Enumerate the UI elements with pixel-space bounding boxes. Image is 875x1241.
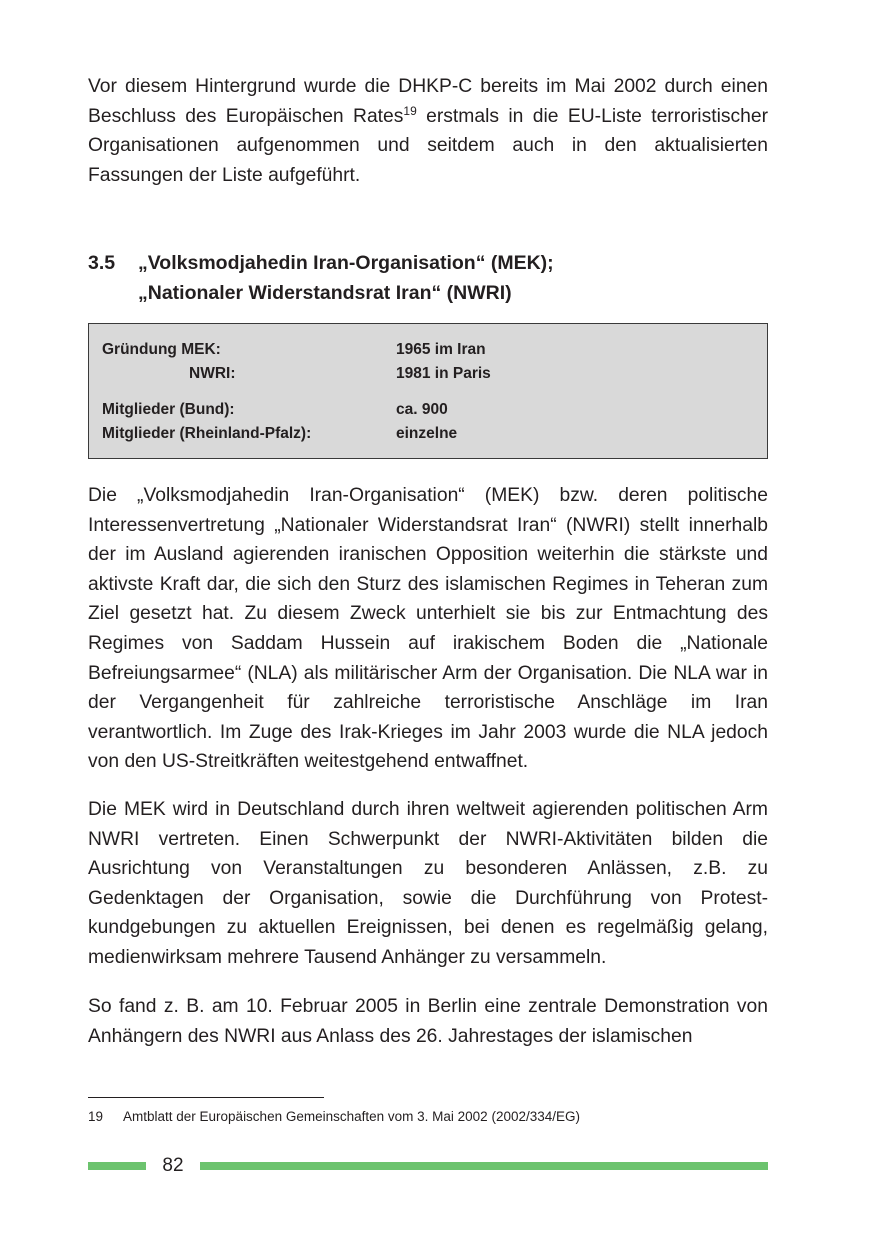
founding-label: Gründung MEK: — [102, 341, 221, 358]
footer-bar-left — [88, 1162, 146, 1170]
nwri-label: NWRI: — [189, 365, 236, 382]
footnote-number: 19 — [88, 1109, 104, 1124]
founding-mek-value: 1965 im Iran — [396, 341, 486, 358]
fact-box — [88, 323, 768, 459]
members-state-label: Mitglieder (Rheinland-Pfalz): — [102, 425, 312, 442]
page-number: 82 — [162, 1155, 184, 1176]
intro-text-a: Vor diesem Hintergrund wurde die DHKP-C bereits im Mai 2002 durch einen Beschluss des Europäischen Rates — [88, 76, 768, 127]
founding-nwri-value: 1981 in Paris — [396, 365, 491, 382]
footnote-divider — [88, 1097, 324, 1098]
footnote-reference[interactable]: 19 — [403, 103, 417, 118]
members-federal-label: Mitglieder (Bund): — [102, 401, 235, 418]
section-title-line-1: „Volksmodjahedin Iran-Organisation“ (MEK); — [138, 252, 554, 274]
intro-text-b: erstmals in die EU-Liste terroristischer Organisationen aufgenommen und seitdem auch in den aktualisierten Fassungen der Liste aufgeführt. — [88, 105, 768, 186]
paragraph-2: Die MEK wird in Deutschland durch ihren weltweit agierenden politischen Arm NWRI vertreten. Einen Schwerpunkt der NWRI-Aktivitäten bilden die Ausrichtung von Veranstaltungen zu besonderen Anlässen, z.B. zu Gedenktagen der Organisation, sowie die Durchführung von Protestkundgebungen zu aktuellen Ereignissen, bei denen es regelmäßig gelang, medienwirksam mehrere Tausend Anhänger zu versammeln. — [88, 799, 768, 968]
paragraph-1: Die „Volksmodjahedin Iran-Organisation“ (MEK) bzw. deren politische Interessenvertretung „Nationaler Widerstandsrat Iran“ (NWRI) stellt innerhalb der im Ausland agierenden iranischen Opposition weiterhin die stärkste und aktivste Kraft dar, die sich den Sturz des islamischen Regimes in Teheran zum Ziel gesetzt hat. Zu diesem Zweck unterhielt sie bis zur Entmachtung des Regimes von Saddam Hussein auf irakischem Boden die „Nationale Befreiungsarmee“ (NLA) als militärischer Arm der Organisation. Die NLA war in der Vergangenheit für zahlreiche terroristische Anschläge im Iran verantwortlich. Im Zuge des Irak-Krieges im Jahr 2003 wurde die NLA jedoch von den US-Streitkräften weitestgehend entwaffnet. — [88, 485, 768, 773]
footnote — [88, 1108, 580, 1126]
section-number: 3.5 — [88, 252, 116, 274]
section-title-line-2: „Nationaler Widerstandsrat Iran“ (NWRI) — [138, 282, 512, 304]
footnote-text: Amtblatt der Europäischen Gemeinschaften vom 3. Mai 2002 (2002/334/EG) — [123, 1109, 580, 1124]
intro-paragraph — [88, 72, 768, 190]
footer-bar-right — [200, 1162, 768, 1170]
members-state-value: einzelne — [396, 425, 458, 442]
members-federal-value: ca. 900 — [396, 401, 448, 418]
paragraph-3: So fand z. B. am 10. Februar 2005 in Berlin eine zentrale Demonstration von Anhängern des NWRI aus Anlass des 26. Jahrestages der islamischen — [88, 996, 768, 1047]
